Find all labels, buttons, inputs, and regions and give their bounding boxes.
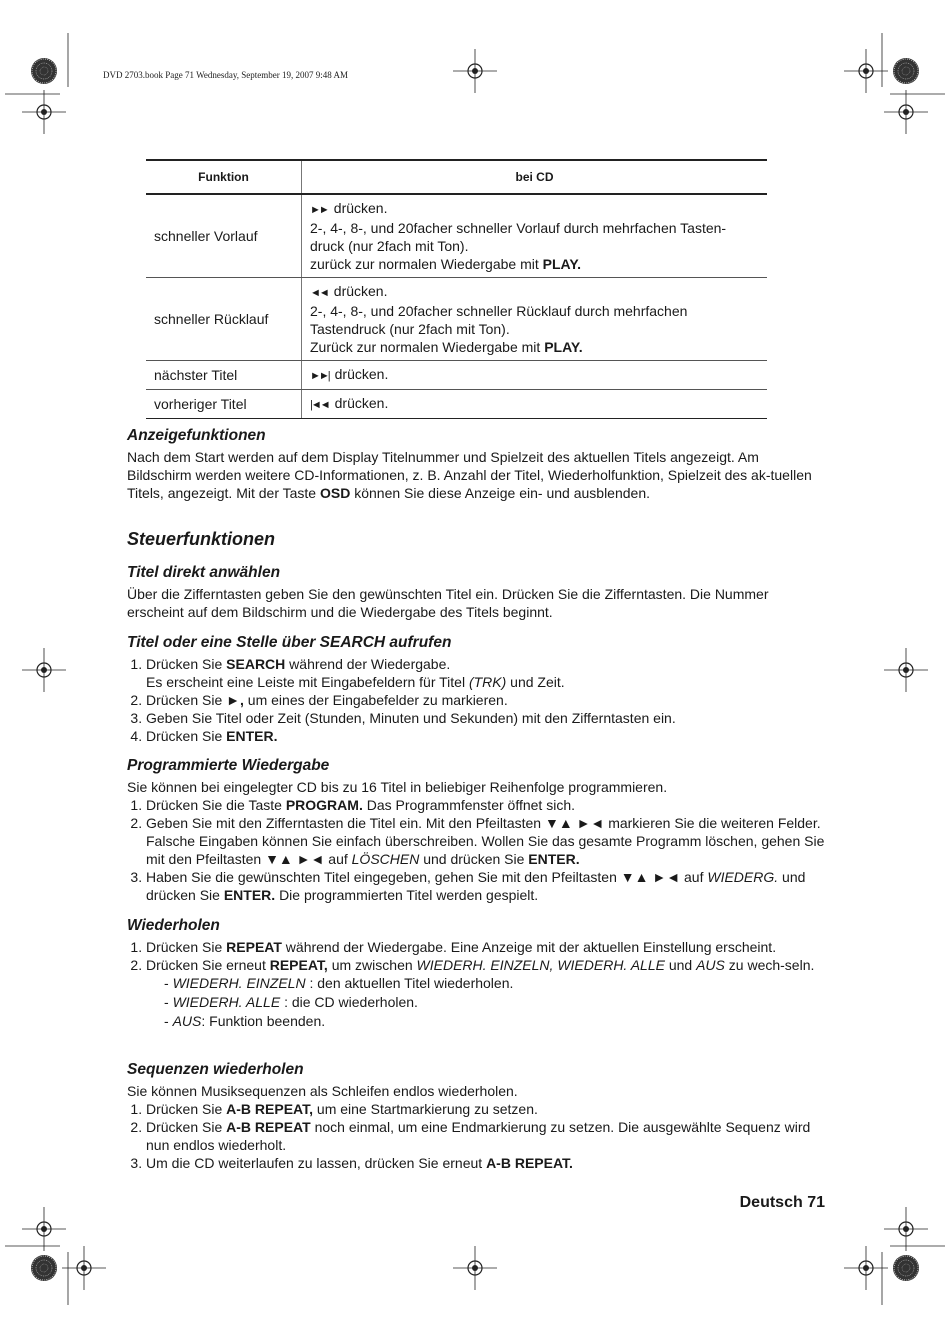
function-description: ►► drücken. 2-, 4-, 8-, und 20facher schneller Vorlauf durch mehrfachen Tasten-druck (nur 2fach mit Ton). zurück zur normalen Wiedergabe mit PLAY. <box>302 194 768 278</box>
section-heading: Wiederholen <box>127 917 220 934</box>
numbered-list <box>127 1100 827 1172</box>
next-track-icon: ►►| <box>310 370 329 382</box>
table-row <box>146 361 767 390</box>
section-anzeigefunktionen <box>127 427 827 502</box>
print-header: DVD 2703.book Page 71 Wednesday, September 19, 2007 9:48 AM <box>103 70 348 80</box>
arrow-keys-icon: ▼▲ ►◄ <box>265 851 325 867</box>
function-description: |◄◄ drücken. <box>302 390 768 419</box>
paragraph: Über die Zifferntasten geben Sie den gewünschten Titel ein. Drücken Sie die Zifferntasten. Die Nummer erscheint auf dem Bildschirm und die Wiedergabe des Titels beginnt. <box>127 586 769 620</box>
rewind-icon: ◄◄ <box>310 287 328 299</box>
sunburst-mark-bottom-left <box>31 1255 57 1281</box>
fast-forward-icon: ►► <box>310 204 328 216</box>
list-item: 3. Haben Sie die gewünschten Titel eingegeben, gehen Sie mit den Pfeiltasten ▼▲ ►◄ auf WIEDERG. und drücken Sie ENTER. Die programmierten Titel werden gespielt. <box>146 868 827 904</box>
section-programmierte-wiedergabe <box>127 757 827 904</box>
function-name: schneller Vorlauf <box>146 194 302 278</box>
function-description: ◄◄ drücken. 2-, 4-, 8-, und 20facher schneller Rücklauf durch mehrfachen Tastendruck (nur 2fach mit Ton). Zurück zur normalen Wiedergabe mit PLAY. <box>302 278 768 361</box>
numbered-list <box>127 796 827 904</box>
function-name: nächster Titel <box>146 361 302 390</box>
section-heading: Sequenzen wiederholen <box>127 1061 304 1078</box>
list-item: 2. Drücken Sie erneut REPEAT, um zwischen WIEDERH. EINZELN, WIEDERH. ALLE und AUS zu wech-seln. <box>146 956 827 974</box>
column-header-cd: bei CD <box>302 160 768 194</box>
dash-item: - AUS: Funktion beenden. <box>164 1013 326 1029</box>
section-titel-direkt <box>127 564 827 621</box>
numbered-list <box>127 655 827 745</box>
sunburst-mark-top-left <box>31 58 57 84</box>
function-description: ►►| drücken. <box>302 361 768 390</box>
function-table <box>146 159 767 419</box>
previous-track-icon: |◄◄ <box>310 399 329 411</box>
table-row <box>146 194 767 278</box>
arrow-keys-icon: ▼▲ ►◄ <box>544 815 605 831</box>
list-item: 1. Drücken Sie A-B REPEAT, um eine Startmarkierung zu setzen. <box>146 1100 827 1118</box>
section-steuerfunktionen <box>127 529 827 550</box>
sunburst-mark-top-right <box>893 58 919 84</box>
list-item: 2. Geben Sie mit den Zifferntasten die Titel ein. Mit den Pfeiltasten ▼▲ ►◄ markieren Sie die weiteren Felder. Falsche Eingaben können Sie einfach überschreiben. Wollen Sie das gesamte Programm löschen, gehen Sie mit den Pfeiltasten ▼▲ ►◄ auf LÖSCHEN und drücken Sie ENTER. <box>146 814 827 868</box>
table-row <box>146 390 767 419</box>
dash-list <box>127 974 827 1031</box>
section-heading: Programmierte Wiedergabe <box>127 757 330 774</box>
list-item: 1. Drücken Sie die Taste PROGRAM. Das Programmfenster öffnet sich. <box>146 796 827 814</box>
chapter-heading: Steuerfunktionen <box>127 529 276 549</box>
list-item: 3. Geben Sie Titel oder Zeit (Stunden, Minuten und Sekunden) mit den Zifferntasten ein. <box>146 709 827 727</box>
numbered-list <box>127 938 827 974</box>
list-item: 2. Drücken Sie A-B REPEAT noch einmal, um eine Endmarkierung zu setzen. Die ausgewählte Sequenz wird nun endlos wiederholt. <box>146 1118 827 1154</box>
section-heading: Anzeigefunktionen <box>127 427 266 444</box>
dash-item: - WIEDERH. EINZELN : den aktuellen Titel wiederholen. <box>164 975 514 991</box>
section-heading: Titel oder eine Stelle über SEARCH aufrufen <box>127 634 452 651</box>
section-wiederholen <box>127 917 827 1031</box>
list-item: 4. Drücken Sie ENTER. <box>146 727 827 745</box>
table-header-row <box>146 160 767 194</box>
table-row <box>146 278 767 361</box>
section-heading: Titel direkt anwählen <box>127 564 281 581</box>
list-item: 2. Drücken Sie ►, um eines der Eingabefelder zu markieren. <box>146 691 827 709</box>
column-header-function: Funktion <box>146 160 302 194</box>
paragraph: Sie können bei eingelegter CD bis zu 16 Titel in beliebiger Reihenfolge programmieren. <box>127 779 668 795</box>
dash-item: - WIEDERH. ALLE : die CD wiederholen. <box>164 994 418 1010</box>
section-sequenzen <box>127 1061 827 1172</box>
paragraph: Nach dem Start werden auf dem Display Titelnummer und Spielzeit des aktuellen Titels angezeigt. Am Bildschirm werden weitere CD-Informationen, z. B. Anzahl der Titel, Wiederholfunktion, Spielzeit des ak-tuellen Titels, angezeigt. Mit der Taste OSD können Sie diese Anzeige ein- und ausblenden. <box>127 449 812 501</box>
function-name: vorheriger Titel <box>146 390 302 419</box>
section-search <box>127 634 827 745</box>
list-item: 3. Um die CD weiterlaufen zu lassen, drücken Sie erneut A-B REPEAT. <box>146 1154 827 1172</box>
arrow-keys-icon: ▼▲ ►◄ <box>620 869 681 885</box>
function-name: schneller Rücklauf <box>146 278 302 361</box>
paragraph: Sie können Musiksequenzen als Schleifen endlos wiederholen. <box>127 1083 518 1099</box>
list-item: 1. Drücken Sie REPEAT während der Wiedergabe. Eine Anzeige mit der aktuellen Einstellung erscheint. <box>146 938 827 956</box>
sunburst-mark-bottom-right <box>893 1255 919 1281</box>
list-item: 1. Drücken Sie SEARCH während der Wiedergabe. Es erscheint eine Leiste mit Eingabefeldern für Titel (TRK) und Zeit. <box>146 655 827 691</box>
page-footer: Deutsch 71 <box>739 1194 825 1211</box>
